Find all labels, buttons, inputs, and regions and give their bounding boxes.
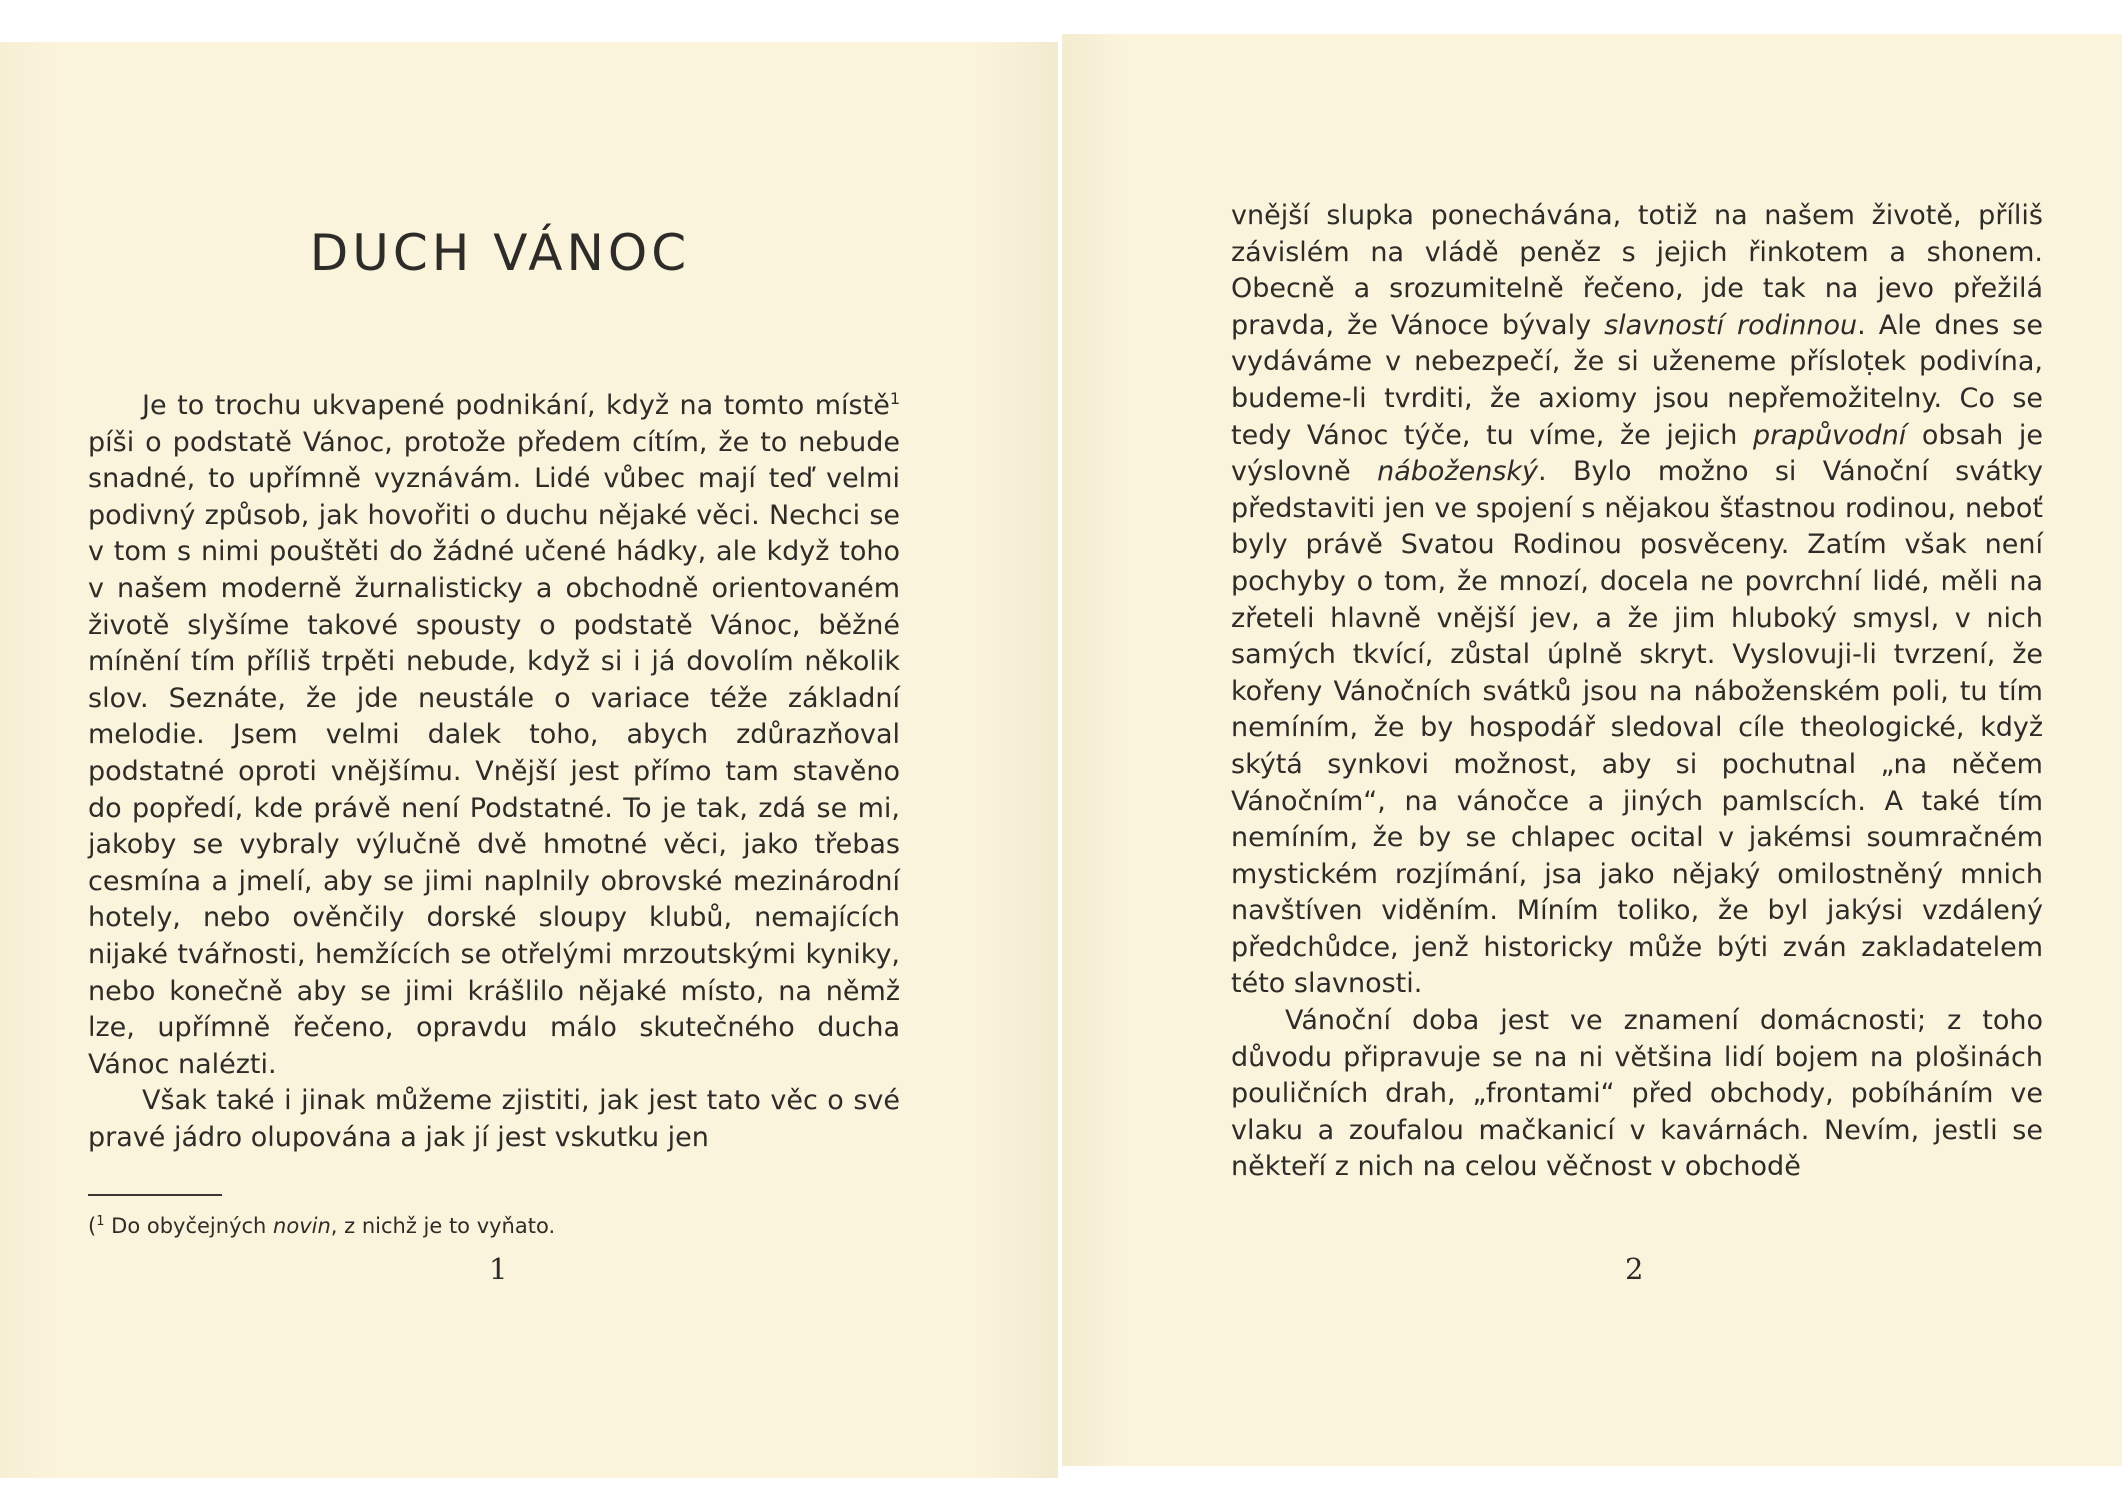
paragraph-1-part2: . Ale dnes se vydáváme v nebezpečí, že si uženeme přísloṭek podivína, budeme-li tvrditi, že axiomy jsou nepřemožitelny. Co se tedy Vánoc týče, tu víme, že jejich xyxy=(1231,309,2043,451)
footnote xyxy=(88,1214,555,1238)
paragraph-1-body: píši o podstatě Vánoc, protože předem cítím, že to nebude snadné, to upřímně vyznávám. Lidé vůbec mají teď velmi podivný způsob, jak hovořiti o duchu nějaké věci. Nechci se v tom s nimi pouštěti do žádné učené hádky, ale když toho v našem moderně žurnalisticky a obchodně orientovaném životě slyšíme takové spousty o podstatě Vánoc, běžné mínění tím příliš trpěti nebude, když si i já dovolím několik slov. Seznáte, že jde neustále o variace téže základní melodie. Jsem velmi dalek toho, abych zdůrazňoval podstatné oproti vnějšímu. Vnější jest přímo tam stavěno do popředí, kde právě není Podstatné. To je tak, zdá se mi, jakoby se vybraly výlučně dvě hmotné věci, jako třebas cesmína a jmelí, aby se jimi naplnily obrovské mezinárodní hotely, nebo ověnčily dorské sloupy klubů, nemajících nijaké tvářnosti, hemžících se otřelými mrzoutskými kyniky, nebo konečně aby se jimi krášlilo nějaké místo, na němž lze, upřímně řečeno, opravdu málo skutečného ducha Vánoc nalézti. xyxy=(88,426,900,1080)
paragraph-1-part1: vnější slupka ponechávána, totiž na našem životě, příliš závislém na vládě peněz s jejich řinkotem a shonem. Obecně a srozumitelně řečeno, jde tak na jevo přežilá pravda, že Vánoce bývaly xyxy=(1231,200,2043,341)
paragraph-1-italic1: slavností rodinnou xyxy=(1604,309,1858,341)
paragraph-1-part3: obsah je výslovně xyxy=(1231,419,2043,488)
footnote-text-before: Do obyčejných xyxy=(104,1214,274,1238)
footnote-open-paren: ( xyxy=(88,1214,97,1238)
footnote-italic: novin xyxy=(273,1214,331,1238)
footnote-divider xyxy=(88,1194,222,1196)
right-page xyxy=(1062,34,2122,1466)
paragraph-1-opening: Je to trochu ukvapené podnikání, když na tomto místě xyxy=(142,390,890,421)
footnote-text-after: , z nichž je to vyňato. xyxy=(330,1214,556,1238)
paragraph-2: Však také i jinak můžeme zjistiti, jak jest tato věc o své pravé jádro olupována a jak jí jest vskutku jen xyxy=(88,1085,900,1153)
page-number: 1 xyxy=(489,1252,508,1286)
left-page-body xyxy=(88,388,900,1156)
footnote-reference: 1 xyxy=(889,389,900,408)
paragraph-1 xyxy=(1231,198,2043,1003)
paragraph-2: Vánoční doba jest ve znamení domácnosti; z toho důvodu připravuje se na ni většina lidí bojem na plošinách pouličních drah, „frontami“ před obchody, pobíháním ve vlaku a zoufalou mačkanicí v kavárnách. Nevím, jestli se někteří z nich na celou věčnost v obchodě xyxy=(1231,1005,2043,1183)
left-page xyxy=(0,42,1058,1478)
paragraph-1-italic3: náboženský xyxy=(1377,456,1539,488)
paragraph-1-italic2: prapůvodní xyxy=(1753,419,1907,451)
right-page-body xyxy=(1231,198,2043,1186)
footnote-marker: 1 xyxy=(96,1214,105,1229)
page-number: 2 xyxy=(1625,1252,1644,1286)
paragraph-1 xyxy=(88,388,900,1083)
paragraph-1-part4: . Bylo možno si Vánoční svátky představiti jen ve spojení s nějakou šťastnou rodinou, neboť byly právě Svatou Rodinou posvěceny. Zatím však není pochyby o tom, že mnozí, docela ne povrchní lidé, měli na zřeteli hlavně vnější jev, a že jim hluboký smysl, v nich samých tkvící, zůstal úplně skryt. Vyslovuji-li tvrzení, že kořeny Vánočních svátků jsou na náboženském poli, tu tím nemíním, že by hospodář sledoval cíle theologické, když skýtá synkovi možnost, aby si pochutnal „na něčem Vánočním“, na vánočce a jiných pamlscích. A také tím nemíním, že by se chlapec ocital v jakémsi soumračném mystickém rozjímání, jsa jako nějaký omilostněný mnich navštíven viděním. Míním toliko, že byl jakýsi vzdálený předchůdce, jenž historicky může býti zván zakladatelem této slavnosti. xyxy=(1231,456,2043,1000)
page-title: DUCH VÁNOC xyxy=(309,224,691,282)
